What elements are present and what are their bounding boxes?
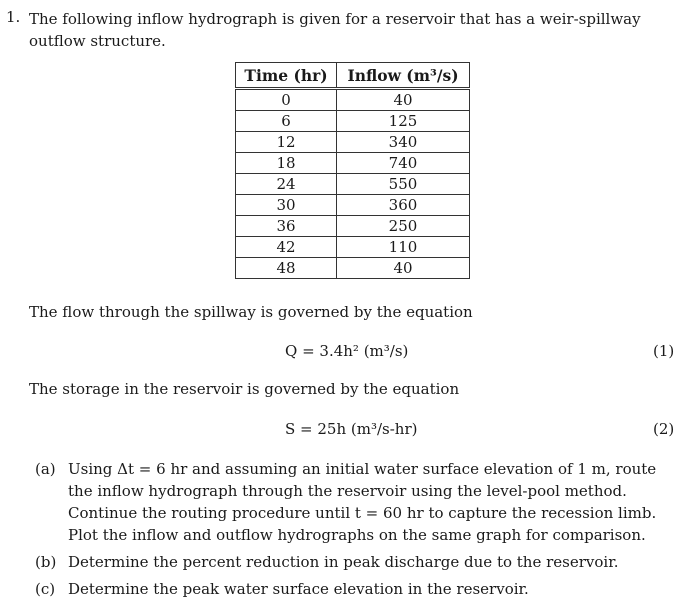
table-row <box>236 174 470 195</box>
inflow-cell: 360 <box>337 195 470 216</box>
part-a-text: Using Δt = 6 hr and assuming an initial water surface elevation of 1 m, route the inflow hydrograph through the reservoir using the level-pool method. Continue the routing procedure until t = 60 hr to capture the recession limb. Plot the inflow and outflow hydrographs on the same graph for comparison. <box>68 460 657 544</box>
part-a-label: (a) <box>35 460 56 478</box>
time-cell: 24 <box>236 174 337 195</box>
problem-number: 1. <box>6 8 21 26</box>
inflow-hydrograph-table <box>235 62 470 279</box>
time-cell: 48 <box>236 258 337 279</box>
table-header-row <box>236 63 470 89</box>
flow-paragraph: The flow through the spillway is governed by the equation <box>29 303 473 321</box>
table-row <box>236 132 470 153</box>
part-c-label: (c) <box>35 580 56 598</box>
table-row <box>236 111 470 132</box>
table-row <box>236 237 470 258</box>
part-c <box>35 578 685 600</box>
table-row <box>236 216 470 237</box>
equation-1: Q = 3.4h² (m³/s) <box>285 342 409 360</box>
part-b-text: Determine the percent reduction in peak discharge due to the reservoir. <box>68 553 619 571</box>
inflow-cell: 550 <box>337 174 470 195</box>
part-a <box>35 458 685 546</box>
time-cell: 6 <box>236 111 337 132</box>
equation-1-number: (1) <box>653 342 675 360</box>
time-cell: 36 <box>236 216 337 237</box>
inflow-cell: 125 <box>337 111 470 132</box>
header-inflow: Inflow (m³/s) <box>337 63 470 89</box>
inflow-cell: 250 <box>337 216 470 237</box>
header-time: Time (hr) <box>236 63 337 89</box>
inflow-cell: 40 <box>337 258 470 279</box>
inflow-cell: 40 <box>337 89 470 111</box>
inflow-cell: 740 <box>337 153 470 174</box>
equation-2-number: (2) <box>653 420 675 438</box>
table-row <box>236 258 470 279</box>
equation-2: S = 25h (m³/s-hr) <box>285 420 418 438</box>
inflow-cell: 110 <box>337 237 470 258</box>
table-row <box>236 195 470 216</box>
time-cell: 30 <box>236 195 337 216</box>
table-row <box>236 89 470 111</box>
part-b-label: (b) <box>35 553 57 571</box>
time-cell: 0 <box>236 89 337 111</box>
time-cell: 18 <box>236 153 337 174</box>
part-b <box>35 551 685 573</box>
problem-intro: The following inflow hydrograph is given for a reservoir that has a weir-spillway outflow structure. <box>29 10 641 50</box>
part-c-text: Determine the peak water surface elevation in the reservoir. <box>68 580 529 598</box>
inflow-cell: 340 <box>337 132 470 153</box>
time-cell: 12 <box>236 132 337 153</box>
time-cell: 42 <box>236 237 337 258</box>
table-row <box>236 153 470 174</box>
storage-paragraph: The storage in the reservoir is governed by the equation <box>29 380 460 398</box>
